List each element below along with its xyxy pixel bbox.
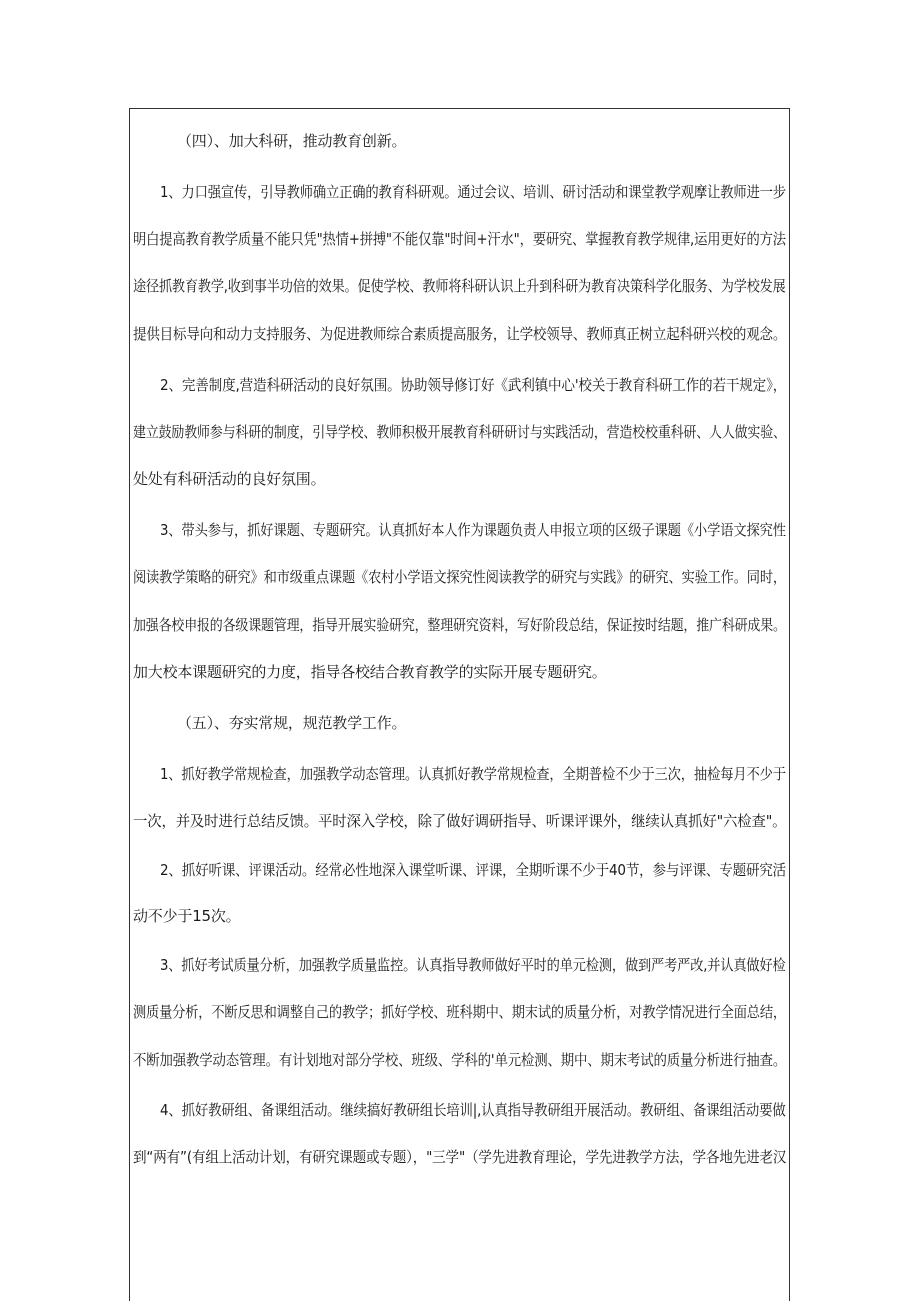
paragraph-line: 加大校本课题研究的力度，指导各校结合教育教学的实际开展专题研究。 [133, 663, 607, 681]
paragraph-line: 阅读教学策略的研究》和市级重点课题《农村小学语文探究性阅读教学的研究与实践》的研究、实验工作。同时， [133, 568, 786, 586]
paragraph-line: 加强各校申报的各级课题管理，指导开展实验研究，整理研究资料，写好阶段总结，保证按时结题，推广科研成果。 [133, 616, 786, 634]
paragraph-line: 3、带头参与，抓好课题、专题研究。认真抓好本人作为课题负责人申报立项的区级子课题《小学语文探究性 [160, 521, 786, 539]
paragraph-line: 2、完善制度,营造科研活动的良好氛围。协助领导修订好《武利镇中心'校关于教育科研工作的若干规定》， [160, 376, 787, 394]
paragraph-line: 不断加强教学动态管理。有计划地对部分学校、班级、学科的'单元检测、期中、期末考试的质量分析进行抽查。 [133, 1051, 787, 1069]
paragraph-line: 2、抓好听课、评课活动。经常必性地深入课堂听课、评课，全期听课不少于40节，参与评课、专题研究活 [160, 861, 787, 879]
paragraph-line: 1、抓好教学常规检查，加强教学动态管理。认真抓好教学常规检查，全期普检不少于三次，抽检每月不少于 [160, 765, 786, 783]
paragraph-line: 处处有科研活动的良好氛围。 [133, 470, 326, 488]
paragraph-line: 明白提高教育教学质量不能只凭"热情+拼搏"不能仅靠"时间+汗水"，要研究、掌握教育教学规律,运用更好的方法 [133, 230, 786, 248]
section-heading-4: （四）、加大科研，推动教育创新。 [177, 132, 407, 150]
paragraph-line: 3、抓好考试质量分析，加强教学质量监控。认真指导教师做好平时的单元检测，做到严考严改,并认真做好检 [160, 956, 786, 974]
paragraph-line: 4、抓好教研组、备课组活动。继续搞好教研组长培训|,认真指导教研组开展活动。教研组、备课组活动要做 [160, 1101, 786, 1119]
paragraph-line: 建立鼓励教师参与科研的制度，引导学校、教师积极开展教育科研研讨与实践活动，营造校校重科研、人人做实验、 [133, 423, 786, 441]
paragraph-line: 途径抓教育教学,收到事半功倍的效果。促使学校、教师将科研认识上升到科研为教育决策科学化服务、为学校发展 [133, 277, 786, 295]
paragraph-line: 测质量分析，不断反思和调整自己的教学；抓好学校、班科期中、期末试的质量分析，对教学情况进行全面总结， [133, 1003, 786, 1021]
section-heading-5: （五）、夯实常规，规范教学工作。 [177, 714, 407, 732]
paragraph-line: 1、力口强宣传，引导教师确立正确的教育科研观。通过会议、培训、研讨活动和课堂教学观摩让教师进一步 [160, 183, 786, 201]
paragraph-line: 一次，并及时进行总结反馈。平时深入学校，除了做好调研指导、听课评课外，继续认真抓好"六检查"。 [133, 812, 787, 830]
paragraph-line: 动不少于15次。 [133, 907, 241, 925]
paragraph-line: 提供目标导向和动力支持服务、为促进教师综合素质提高服务，让学校领导、教师真正树立起科研兴校的观念。 [133, 325, 787, 343]
paragraph-line: 到“两有”(有组上活动计划，有研究课题或专题），"三学"（学先进教育理论，学先进教学方法，学各地先进老汉 [133, 1148, 787, 1166]
